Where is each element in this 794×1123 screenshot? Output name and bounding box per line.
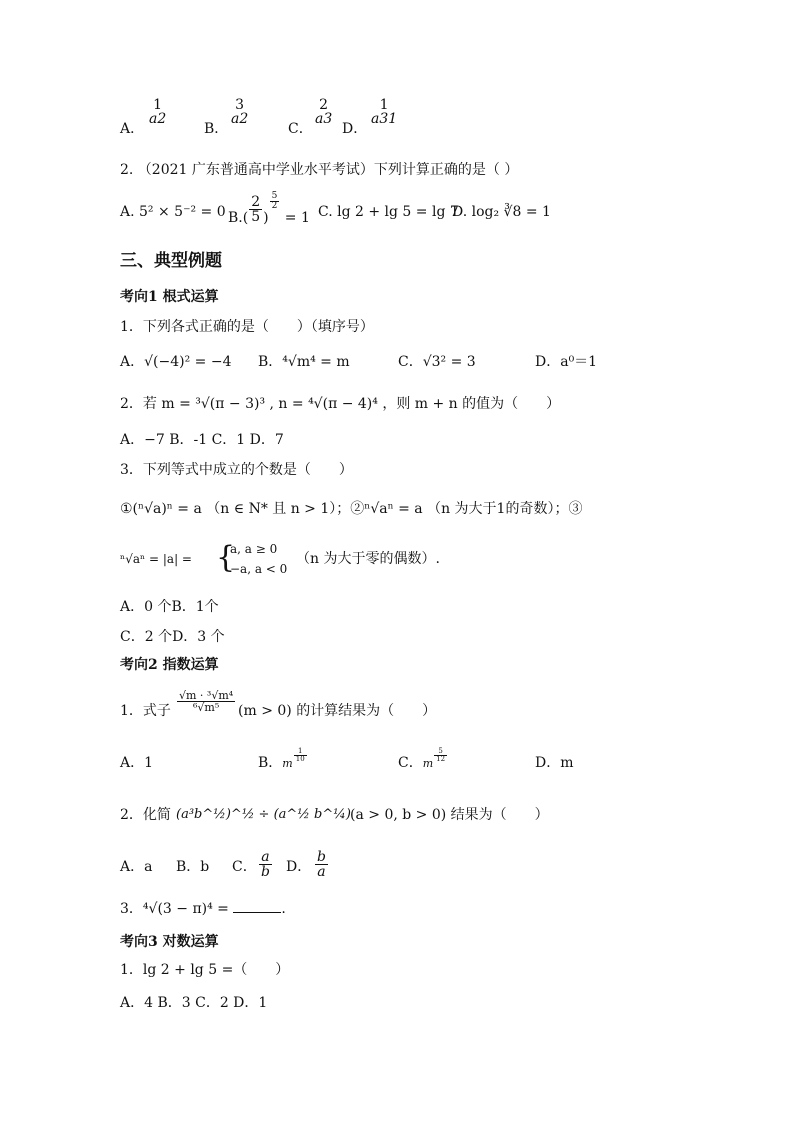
exam-option-d: D. log₂ ∛8 = 1 [452,204,551,220]
topic1-q3-line1: ①(ⁿ√a)ⁿ = a （n ∈ N* 且 n > 1）；②ⁿ√aⁿ = a （n 为大于1的奇数）；③ [120,501,583,517]
exam-option-b-exponent: $\frac{5}{2}$ [271,191,278,211]
topic2-title: 考向2 指数运算 [120,657,219,673]
topic1-q2-stem: 2．若 m = ³√(π − 3)³ , n = ⁴√(π − 4)⁴ ，则 m + n 的值为（ ） [120,396,561,412]
option-d-fraction: 1 a31 [371,97,398,127]
exam-option-c: C. lg 2 + lg 5 = lg 7 [318,204,459,220]
exam-option-b: B.( $\frac{2}{5}$ ) $\frac{5}{2}$ = 1 [228,191,310,226]
option-c: C． [288,121,313,137]
option-a-fraction: 1 a2 [149,97,167,127]
topic1-q1-b: B．⁴√m⁴ = m [258,354,350,370]
exam-question-stem: 2. （2021 广东普通高中学业水平考试）下列计算正确的是（ ） [120,162,519,178]
topic2-q1-a: A．1 [120,755,154,771]
answer-blank[interactable] [233,912,281,913]
option-d: D． [342,121,368,137]
topic1-q3-options-cd: C．2 个D．3 个 [120,629,225,645]
topic2-q3: 3．⁴√(3 − π)⁴ = . [120,901,286,917]
topic1-q1-a: A．√(−4)² = −4 [120,354,232,370]
option-b: B． [204,121,229,137]
topic2-q1-fraction: $\frac{\text{√m · ³√m⁴}}{\text{⁶√m⁵}}$ [179,689,234,714]
topic1-q1-stem: 1．下列各式正确的是（ ）（填序号） [120,319,374,335]
piecewise-brace: { [216,540,236,575]
topic1-title: 考向1 根式运算 [120,289,219,305]
topic1-q1-c: C．√3² = 3 [398,354,476,370]
section-title: 三、典型例题 [120,251,222,271]
exam-option-a: A. 5² × 5⁻² = 0 [120,204,226,220]
exam-option-b-fraction: $\frac{2}{5}$ [251,194,261,225]
topic1-q2-options: A．−7 B．-1 C．1 D．7 [120,432,284,448]
topic1-q3-options-ab: A．0 个B．1个 [120,599,219,615]
topic3-q1-options: A．4 B．3 C．2 D．1 [120,995,268,1011]
option-a: A． [120,121,145,137]
topic1-q3-stem: 3．下列等式中成立的个数是（ ） [120,462,353,478]
topic2-q1-d: D．m [535,755,574,771]
topic2-q1-c: C．m $\frac{5}{12}$ [398,746,446,771]
topic2-q1-b: B．m $\frac{1}{10}$ [258,746,305,771]
topic3-q1-stem: 1．lg 2 + lg 5 =（ ） [120,962,290,978]
option-b-fraction: 3 a2 [231,97,249,127]
topic3-title: 考向3 对数运算 [120,934,219,950]
topic1-q1-d: D．a⁰＝1 [535,354,598,370]
option-c-fraction: 2 a3 [315,97,333,127]
